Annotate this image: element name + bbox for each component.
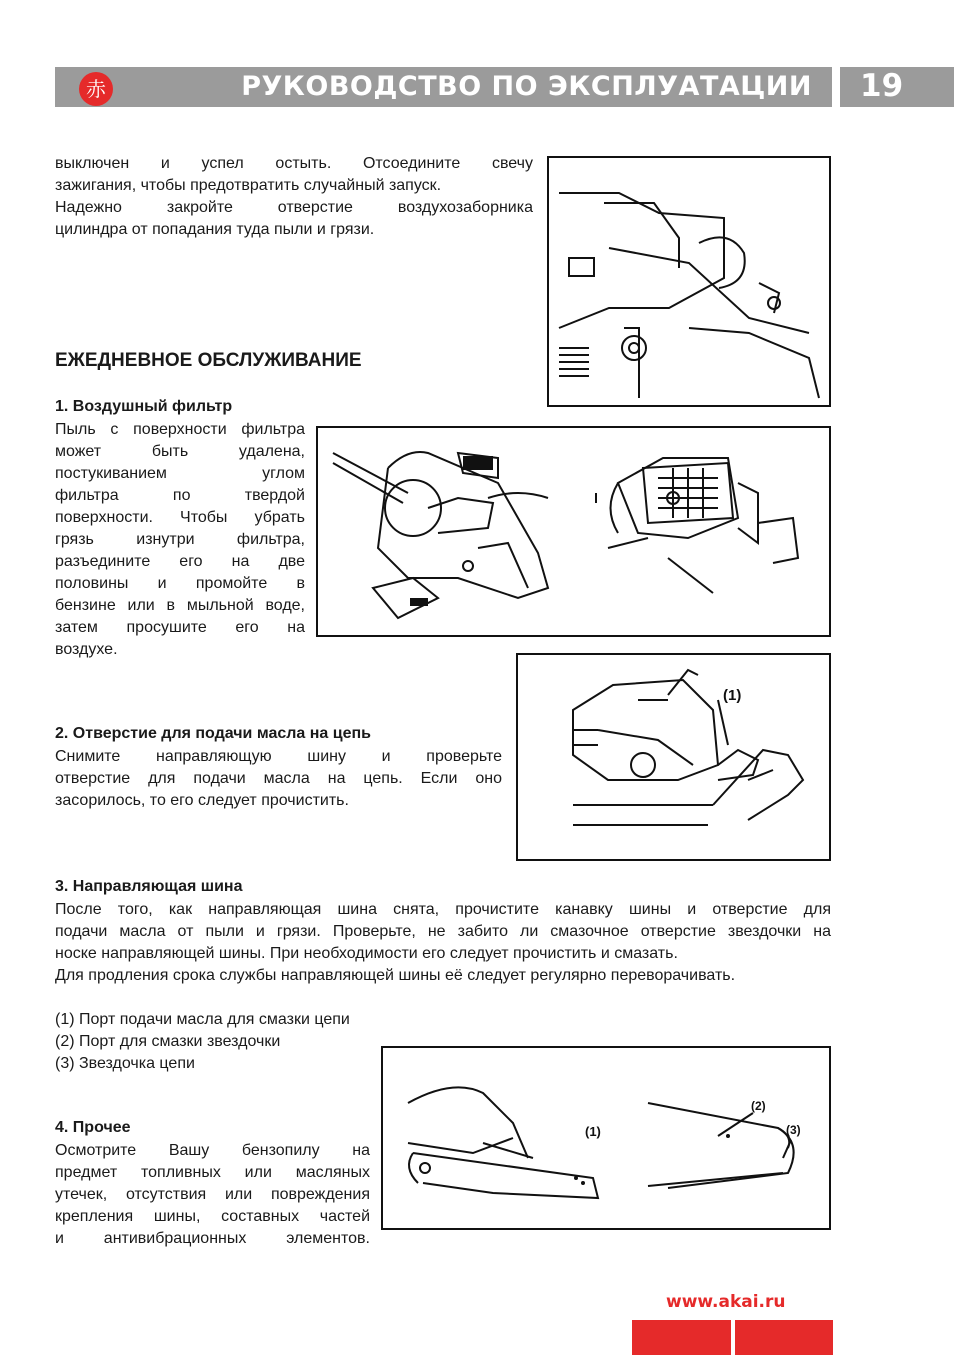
figure-guide-bar <box>381 1046 831 1230</box>
figure-oil-port <box>516 653 831 861</box>
other-paragraph <box>55 1140 370 1250</box>
item-title-oil-port: 2. Отверстие для подачи масла на цепь <box>55 725 372 742</box>
text-line: После того, как направляющая шина снята, прочистите канавку шины и отверстие для <box>55 901 831 918</box>
brand-logo-icon: 赤 <box>79 72 113 106</box>
legend-item: (3) Звездочка цепи <box>55 1055 195 1072</box>
text-line: цилиндра от попадания туда пыли и грязи. <box>55 221 375 238</box>
page-title: РУКОВОДСТВО ПО ЭКСПЛУАТАЦИИ <box>241 71 812 102</box>
text-line: грязь изнутри фильтра, <box>55 531 305 548</box>
guide-bar-paragraph <box>55 899 831 987</box>
text-line: отверстие для подачи масла на цепь. Если оно <box>55 770 502 787</box>
figure-air-filter <box>316 426 831 637</box>
text-line: половины и промойте в <box>55 575 305 592</box>
engine-drawing <box>549 158 829 405</box>
bar-label-3: (3) <box>786 1123 801 1137</box>
text-line: Осмотрите Вашу бензопилу на <box>55 1142 370 1159</box>
text-line: бензине или в мыльной воде, <box>55 597 305 614</box>
text-line: засорилось, то его следует прочистить. <box>55 792 349 809</box>
figure-engine-illustration <box>547 156 831 407</box>
text-line: воздухе. <box>55 641 118 658</box>
page-number: 19 <box>860 68 904 104</box>
item-title-other: 4. Прочее <box>55 1119 131 1136</box>
text-line: Надежно закройте отверстие воздухозаборника <box>55 199 533 216</box>
oil-port-paragraph <box>55 746 502 812</box>
footer-bar <box>735 1320 833 1355</box>
text-line: подачи масла от пыли и грязи. Проверьте, не забито ли смазочное отверстие звездочки на <box>55 923 831 940</box>
legend-item: (1) Порт подачи масла для смазки цепи <box>55 1011 350 1028</box>
text-line: Снимите направляющую шину и проверьте <box>55 748 502 765</box>
text-line: зажигания, чтобы предотвратить случайный запуск. <box>55 177 442 194</box>
text-line: крепления шины, составных частей <box>55 1208 370 1225</box>
oil-port-drawing <box>518 655 829 859</box>
text-line: носке направляющей шины. При необходимости его следует прочистить и смазать. <box>55 945 678 962</box>
text-line: поверхности. Чтобы убрать <box>55 509 305 526</box>
guide-bar-drawing <box>383 1048 829 1228</box>
oil-port-label: (1) <box>723 687 742 704</box>
text-line: выключен и успел остыть. Отсоедините свечу <box>55 155 533 172</box>
text-line: Пыль с поверхности фильтра <box>55 421 305 438</box>
air-filter-paragraph <box>55 419 305 661</box>
text-line: может быть удалена, <box>55 443 305 460</box>
bar-label-2: (2) <box>751 1099 766 1113</box>
text-line: разъедините его на две <box>55 553 305 570</box>
legend-item: (2) Порт для смазки звездочки <box>55 1033 281 1050</box>
text-line: утечек, отсутствия или повреждения <box>55 1186 370 1203</box>
section-title: ЕЖЕДНЕВНОЕ ОБСЛУЖИВАНИЕ <box>55 350 362 371</box>
legend-list <box>55 1009 350 1075</box>
text-line: постукиванием углом <box>55 465 305 482</box>
intro-paragraph <box>55 153 533 241</box>
footer-url: www.akai.ru <box>666 1292 786 1312</box>
item-title-air-filter: 1. Воздушный фильтр <box>55 398 233 415</box>
text-line: Для продления срока службы направляющей шины её следует регулярно переворачивать. <box>55 967 736 984</box>
text-line: фильтра по твердой <box>55 487 305 504</box>
bar-label-1: (1) <box>585 1124 601 1139</box>
text-line: предмет топливных или масляных <box>55 1164 370 1181</box>
text-line: и антивибрационных элементов. <box>55 1230 370 1247</box>
item-title-guide-bar: 3. Направляющая шина <box>55 878 243 895</box>
text-line: затем просушите его на <box>55 619 305 636</box>
air-filter-drawing <box>318 428 829 635</box>
footer-bar <box>632 1320 731 1355</box>
